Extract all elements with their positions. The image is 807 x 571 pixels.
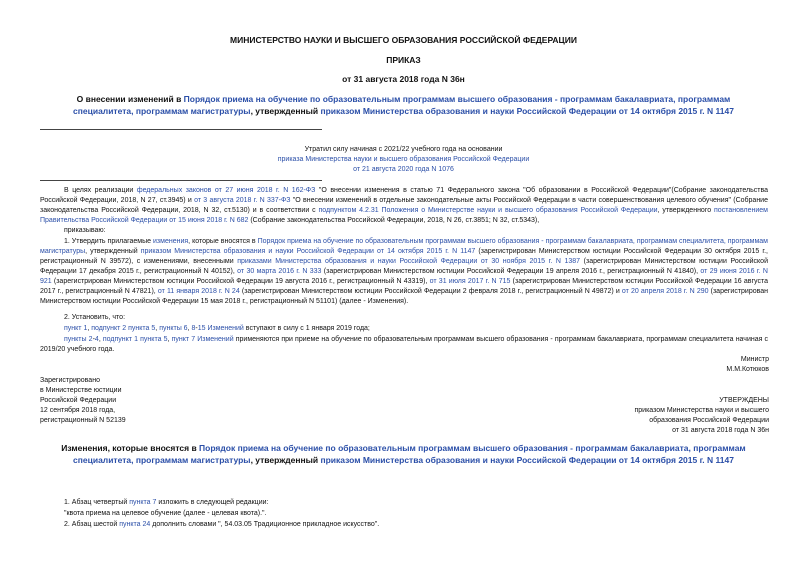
item-text: , <box>187 325 192 332</box>
separator-line <box>40 180 322 181</box>
preamble-text: , утвержденного <box>657 207 715 214</box>
link-procedure[interactable]: Порядок приема на обучение по образовательным программам высшего образования - программам бакалавриата, программам специалитета, программам магистратуры <box>40 238 768 255</box>
title-text: О внесении изменений в <box>76 94 184 104</box>
item-text: , <box>155 325 160 332</box>
approved-block <box>634 396 769 436</box>
item-text: , утвержденный <box>85 248 141 255</box>
changes-link-order-1147[interactable]: приказом Министерства образования и науки Российской Федерации от 14 октября 2015 г. N 1147 <box>320 455 734 465</box>
preamble-text: "О внесении изменений в отдельные законодательные акты Российской Федерации в части совершенствования целевого обучения" (Собрание законодательства Российской Федерации, 2018, N 32, ст.5130) и в соответствии с <box>40 197 768 214</box>
item-text: 1. Утвердить прилагаемые <box>64 238 154 245</box>
validity-link-date[interactable]: от 21 августа 2020 года N 1076 <box>353 166 454 173</box>
title-link-procedure[interactable]: Порядок приема на обучение по образовательным программам высшего образования - программам бакалавриата, программам специалитета, программам магистратуры <box>73 94 731 116</box>
approved-line: от 31 августа 2018 года N 36н <box>672 427 769 434</box>
order-word: приказываю: <box>64 227 106 234</box>
changes-title <box>55 442 752 466</box>
doc-title <box>70 93 737 117</box>
item-text: , которые вносятся в <box>188 238 258 245</box>
item-2-line-2: пункты 2-4, подпункт 1 пункта 5, пункт 7 Изменений применяются при приеме на обучение по образовательным программам высшего образования - программам бакалавриата, программам специалитета начиная с 2019/20 учебного года. <box>40 336 769 353</box>
link-order-921[interactable]: от 29 июня 2016 г. N 921 <box>40 268 768 285</box>
validity-link[interactable]: приказа Министерства науки и высшего образования Российской Федерации <box>277 156 530 163</box>
approved-line: образования Российской Федерации <box>649 417 769 424</box>
signature-role: Министр <box>740 356 769 363</box>
item-2-line-1 <box>64 324 768 334</box>
item-text: - <box>195 325 198 332</box>
link-order-1147[interactable]: приказом Министерства образования и науки Российской Федерации от 14 октября 2015 г. N 1147 <box>140 248 476 255</box>
changes-title-text: Изменения, которые вносятся в <box>61 443 200 453</box>
link-law-337[interactable]: от 3 августа 2018 г. N 337-ФЗ <box>194 197 291 204</box>
link-point-4[interactable]: 4 <box>94 336 99 343</box>
link-changes[interactable]: Изменений <box>207 325 244 332</box>
separator-line <box>40 129 322 130</box>
signature-block <box>726 355 769 375</box>
change-text: 2. Абзац шестой <box>64 521 120 528</box>
link-order-24[interactable]: от 11 января 2018 г. N 24 <box>157 288 240 295</box>
link-point-7[interactable]: пункта 7 <box>129 499 157 506</box>
link-points-2[interactable]: пункты 2 <box>64 336 93 343</box>
registration-line: в Министерстве юстиции <box>40 387 122 394</box>
link-order-1387[interactable]: приказами Министерства образования и науки Российской Федерации от 30 ноября 2015 г. N 1387 <box>237 258 581 265</box>
validity-note <box>0 145 807 175</box>
item-text: (зарегистрирован Министерством юстиции Российской Федерации 2 февраля 2018 г., регистрационный N 49872) и <box>239 288 622 295</box>
change-1-quote: "квота приема на целевое обучение (далее - целевая квота).". <box>64 510 267 517</box>
item-text: (зарегистрирован Министерством юстиции Российской Федерации 17 декабря 2015 г., регистрационный N 40152), <box>40 258 768 275</box>
registration-line: 12 сентября 2018 года, <box>40 407 116 414</box>
item-text: применяются при приеме на обучение по образовательным программам высшего образования - программам бакалавриата, программам специалитета начиная с 2019/20 учебного года. <box>40 336 769 353</box>
item-text: (зарегистрирован Министерством юстиции Российской Федерации 15 мая 2018 г., регистрационный N 51101) (далее - Изменения). <box>40 288 769 305</box>
item-text: (зарегистрирован Министерством юстиции Российской Федерации 19 августа 2016 г., регистрационный N 43319), <box>51 278 430 285</box>
link-point-24[interactable]: пункта 24 <box>119 521 151 528</box>
registration-line: Зарегистрировано <box>40 377 100 384</box>
item-2-heading: 2. Установить, что: <box>64 314 126 321</box>
ministry-title: МИНИСТЕРСТВО НАУКИ И ВЫСШЕГО ОБРАЗОВАНИЯ РОССИЙСКОЙ ФЕДЕРАЦИИ <box>230 35 577 45</box>
link-point-1[interactable]: пункт 1 <box>64 325 88 332</box>
item-text: (зарегистрирован Министерством юстиции Российской Федерации 16 августа 2017 г., регистрационный N 47821), <box>40 278 769 295</box>
link-changes[interactable]: изменения <box>153 238 189 245</box>
item-text: вступают в силу с 1 января 2019 года; <box>243 325 370 332</box>
signature-name: М.М.Котюков <box>726 366 769 373</box>
item-text: (зарегистрирован Министерством юстиции Российской Федерации 30 октября 2015 г., регистрационный N 39572), с изменениями, внесенными <box>40 248 768 265</box>
changes-link-procedure[interactable]: Порядок приема на обучение по образовательным программам высшего образования - программам бакалавриата, программам специалитета, программам магистратуры <box>73 443 746 465</box>
change-text: дополнить словами ", 54.03.05 Традиционное прикладное искусство". <box>150 521 380 528</box>
link-order-290[interactable]: от 20 апреля 2018 г. N 290 <box>621 288 709 295</box>
link-government-resolution[interactable]: постановлением Правительства Российской Федерации от 15 июня 2018 г. N 682 <box>40 207 768 224</box>
item-text: (зарегистрирован Министерством юстиции Российской Федерации 19 апреля 2016 г., регистрационный N 41840), <box>321 268 701 275</box>
approved-line: УТВЕРЖДЕНЫ <box>719 397 769 404</box>
link-subpoint-1-point-5[interactable]: подпункт 1 пункта 5 <box>102 336 168 343</box>
link-regulation-subpoint[interactable]: подпунктом 4.2.31 Положения о Министерстве науки и высшего образования Российской Федерации <box>318 207 658 214</box>
registration-block <box>40 376 126 426</box>
preamble-text: (Собрание законодательства Российской Федерации, 2018, N 26, ст.3851; N 32, ст.5343), <box>248 217 540 224</box>
title-link-order-1147[interactable]: приказом Министерства образования и науки Российской Федерации от 14 октября 2015 г. N 1147 <box>320 106 734 116</box>
preamble-text: "О внесении изменения в статью 71 Федерального закона "Об образовании в Российской Федерации"(Собрание законодательства Российской Федерации, 2018, N 27, ст.3945) и <box>40 187 768 204</box>
item-1-paragraph <box>40 237 768 307</box>
validity-text: Утратил силу начиная с 2021/22 учебного года на основании <box>304 146 503 153</box>
change-2 <box>64 520 379 530</box>
link-order-715[interactable]: от 31 июля 2017 г. N 715 <box>429 278 511 285</box>
link-points-6[interactable]: пункты 6 <box>159 325 188 332</box>
change-text: 1. Абзац четвертый <box>64 499 130 506</box>
doc-type: ПРИКАЗ <box>386 55 421 65</box>
item-text: , <box>87 325 92 332</box>
preamble-paragraph <box>40 186 768 226</box>
preamble-text: В целях реализации <box>64 187 137 194</box>
registration-line: Российской Федерации <box>40 397 117 404</box>
approved-line: приказом Министерства науки и высшего <box>634 407 769 414</box>
link-point-8[interactable]: 8 <box>191 325 196 332</box>
doc-date: от 31 августа 2018 года N 36н <box>342 74 465 84</box>
link-point-7[interactable]: пункт 7 <box>171 336 196 343</box>
link-changes[interactable]: Изменений <box>197 336 234 343</box>
link-federal-laws[interactable]: федеральных законов от 27 июня 2018 г. N 162-ФЗ <box>136 187 316 194</box>
change-1 <box>64 498 268 508</box>
change-text: изложить в следующей редакции: <box>156 499 269 506</box>
link-order-333[interactable]: от 30 марта 2016 г. N 333 <box>237 268 322 275</box>
title-text: , утвержденный <box>250 106 321 116</box>
link-point-15[interactable]: 15 <box>197 325 206 332</box>
changes-title-text: , утвержденный <box>250 455 321 465</box>
link-subpoint-2-point-5[interactable]: подпункт 2 пункта 5 <box>91 325 156 332</box>
registration-line: регистрационный N 52139 <box>40 417 126 424</box>
